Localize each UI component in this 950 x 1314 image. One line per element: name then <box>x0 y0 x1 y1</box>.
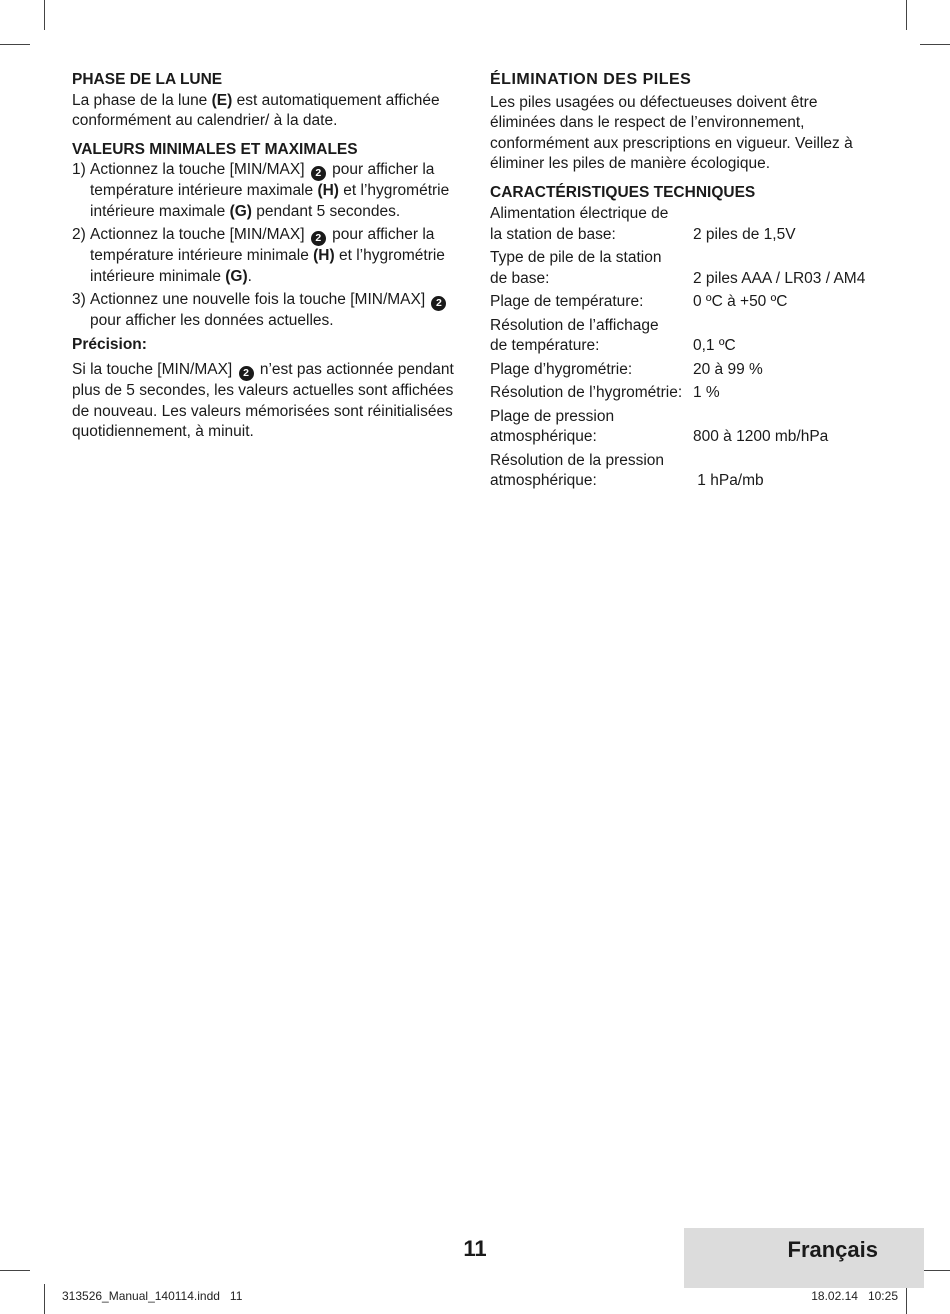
left-column <box>72 70 456 443</box>
crop-mark <box>0 44 30 45</box>
moon-phase-heading: PHASE DE LA LUNE <box>72 71 223 88</box>
table-row: Plage d’hygrométrie: 20 à 99 % <box>490 360 763 378</box>
list-item: 2) Actionnez la touche [MIN/MAX] 2 pour afficher la température intérieure minimale (H) et l’hygrométrie intérieure minimale (G). <box>72 226 445 285</box>
crop-mark <box>906 1284 907 1314</box>
tech-specs-heading: CARACTÉRISTIQUES TECHNIQUES <box>490 183 756 201</box>
footer-datetime: 18.02.14 10:25 <box>811 1289 898 1303</box>
page-number: 11 <box>463 1236 487 1261</box>
table-row: Résolution de la pression atmosphérique: 1 hPa/mb <box>490 451 764 489</box>
crop-mark <box>920 1270 950 1271</box>
button-2-badge-icon: 2 <box>239 366 254 381</box>
crop-mark <box>44 1284 45 1314</box>
button-2-badge-icon: 2 <box>311 166 326 181</box>
moon-phase-text: La phase de la lune (E) est automatiquement affichée conformément au calendrier/ à la date. <box>72 91 440 129</box>
precision-text: Si la touche [MIN/MAX] 2 n’est pas actionnée pendant plus de 5 secondes, les valeurs actuelles sont affichées de nouveau. Les valeurs mémorisées sont réinitialisées quotidiennement, à minuit. <box>72 361 454 440</box>
language-tab <box>684 1228 924 1288</box>
crop-mark <box>44 0 45 30</box>
table-row: Résolution de l’affichage de température: 0,1 ºC <box>490 316 736 354</box>
crop-mark <box>920 44 950 45</box>
crop-mark <box>0 1270 30 1271</box>
list-item: 1) Actionnez la touche [MIN/MAX] 2 pour afficher la température intérieure maximale (H) et l’hygrométrie intérieure maximale (G) pendant 5 secondes. <box>72 161 450 220</box>
right-column <box>490 70 882 495</box>
battery-disposal-heading: ÉLIMINATION DES PILES <box>490 71 692 88</box>
language-label: Français <box>787 1237 878 1262</box>
min-max-heading: VALEURS MINIMALES ET MAXIMALES <box>72 140 358 158</box>
battery-disposal-text: Les piles usagées ou défectueuses doivent être éliminées dans le respect de l’environnement, conformément aux prescriptions en vigueur. Veillez à éliminer les piles de manière écologique. <box>490 93 853 172</box>
precision-heading: Précision: <box>72 335 147 353</box>
tech-specs-table <box>490 204 865 495</box>
crop-mark <box>906 0 907 30</box>
table-row: Alimentation électrique de la station de base: 2 piles de 1,5V <box>490 205 796 243</box>
table-row: Plage de température: 0 ºC à +50 ºC <box>490 293 788 310</box>
button-2-badge-icon: 2 <box>311 231 326 246</box>
footer-file-info: 313526_Manual_140114.indd 11 <box>62 1289 243 1303</box>
table-row: Plage de pression atmosphérique: 800 à 1200 mb/hPa <box>490 407 829 445</box>
list-item: 3) Actionnez une nouvelle fois la touche [MIN/MAX] 2 pour afficher les données actuelles. <box>72 290 456 332</box>
min-max-steps <box>72 160 456 332</box>
table-row: Type de pile de la station de base: 2 piles AAA / LR03 / AM4 <box>490 249 866 287</box>
table-row: Résolution de l’hygrométrie: 1 % <box>490 384 720 401</box>
button-2-badge-icon: 2 <box>431 296 446 311</box>
